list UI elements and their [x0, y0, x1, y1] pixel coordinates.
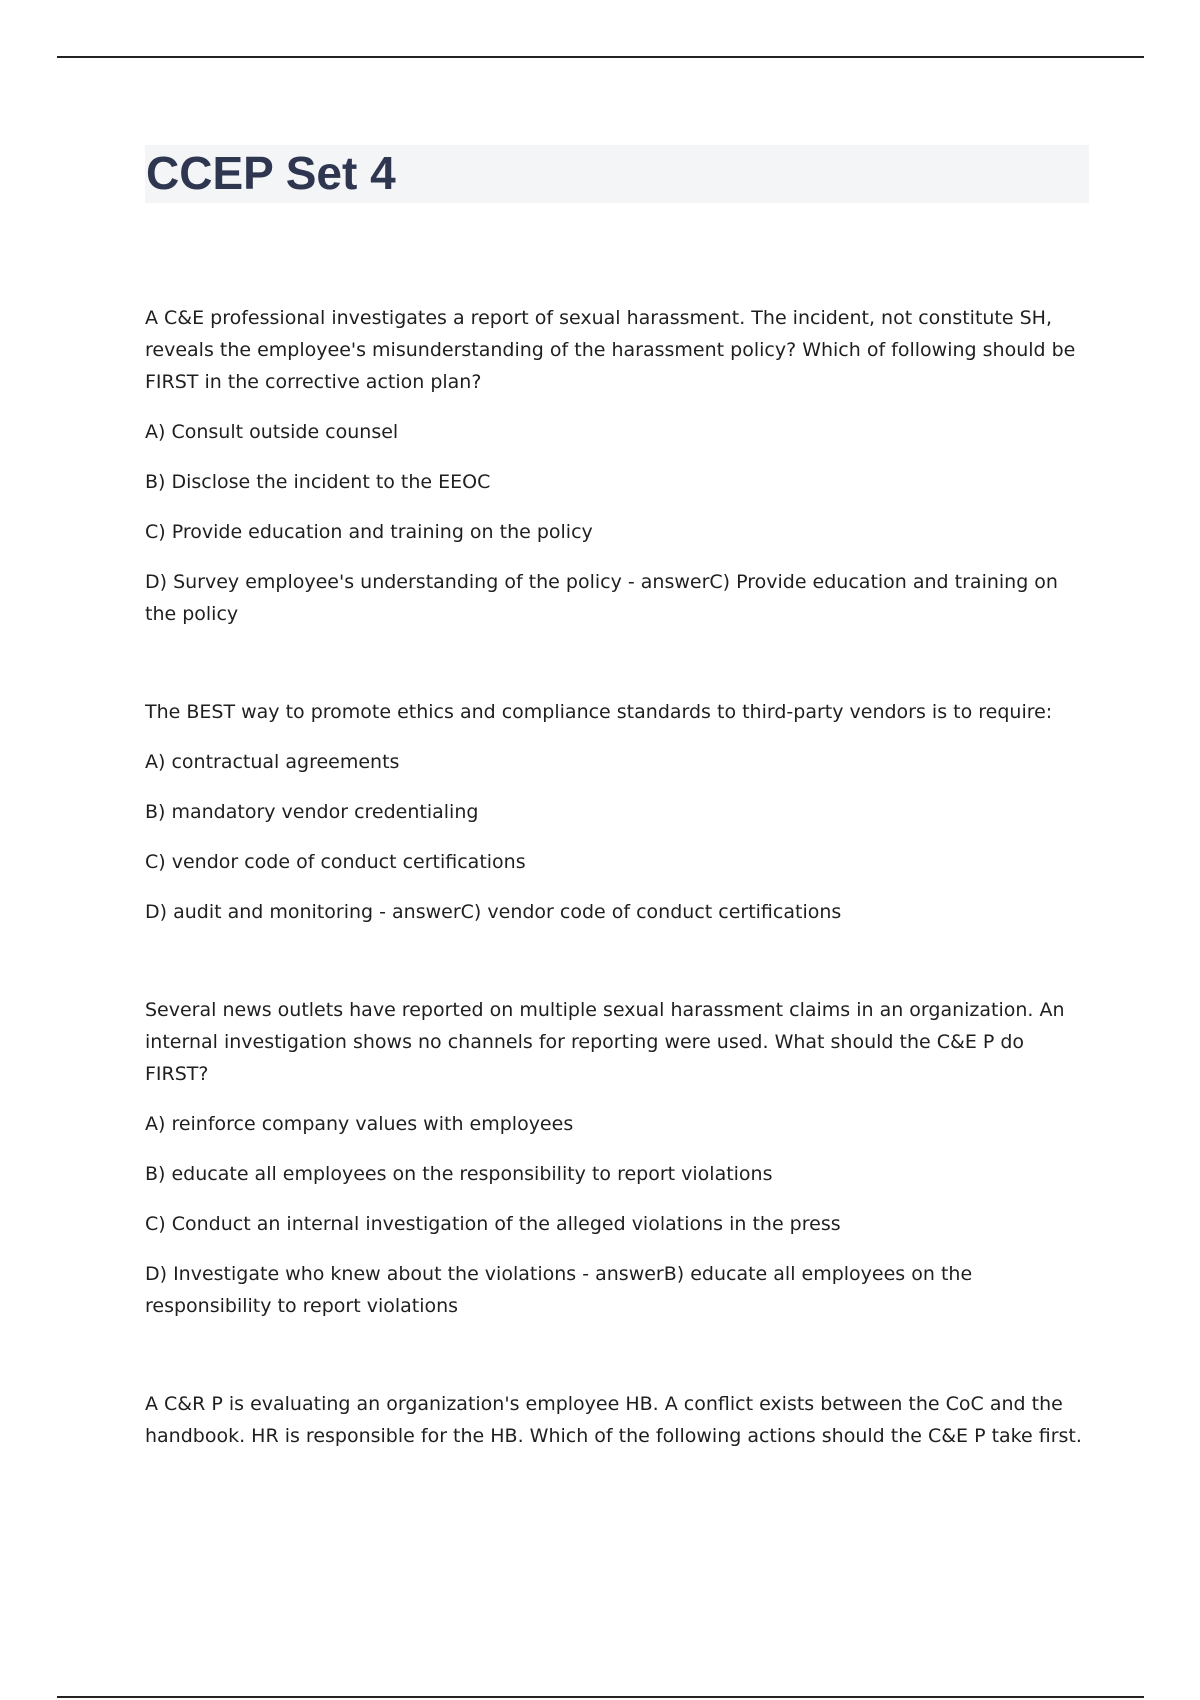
question-stem: Several news outlets have reported on multiple sexual harassment claims in an organization. An internal investigation shows no channels for reporting were used. What should the C&E P do FIRST?: [145, 999, 1065, 1085]
page-title: CCEP Set 4: [146, 147, 396, 199]
question-stem: A C&R P is evaluating an organization's employee HB. A conflict exists between the CoC and the handbook. HR is responsible for the HB. Which of the following actions should the C&E P take first.: [145, 1393, 1082, 1447]
answer-option: D) Survey employee's understanding of the policy - answerC) Provide education and training on the policy: [145, 571, 1058, 625]
answer-option: B) Disclose the incident to the EEOC: [145, 471, 491, 493]
question-list: [145, 302, 1090, 1470]
answer-option: A) reinforce company values with employees: [145, 1113, 574, 1135]
answer-option: C) Conduct an internal investigation of the alleged violations in the press: [145, 1213, 841, 1235]
question-2: [145, 696, 1090, 928]
answer-option: D) audit and monitoring - answerC) vendor code of conduct certifications: [145, 901, 842, 923]
bottom-rule: [57, 1696, 1144, 1698]
answer-option: C) Provide education and training on the policy: [145, 521, 593, 543]
answer-option: D) Investigate who knew about the violations - answerB) educate all employees on the responsibility to report violations: [145, 1263, 973, 1317]
answer-option: A) Consult outside counsel: [145, 421, 399, 443]
question-4: [145, 1388, 1090, 1452]
question-3: [145, 994, 1090, 1322]
question-stem: The BEST way to promote ethics and compliance standards to third-party vendors is to require:: [145, 701, 1053, 723]
answer-option: C) vendor code of conduct certifications: [145, 851, 526, 873]
question-stem: A C&E professional investigates a report of sexual harassment. The incident, not constitute SH, reveals the employee's misunderstanding of the harassment policy? Which of following should be FIRST in the corrective action plan?: [145, 307, 1076, 393]
answer-option: B) educate all employees on the responsibility to report violations: [145, 1163, 773, 1185]
question-1: [145, 302, 1090, 630]
top-rule: [57, 56, 1144, 58]
answer-option: A) contractual agreements: [145, 751, 400, 773]
answer-option: B) mandatory vendor credentialing: [145, 801, 479, 823]
